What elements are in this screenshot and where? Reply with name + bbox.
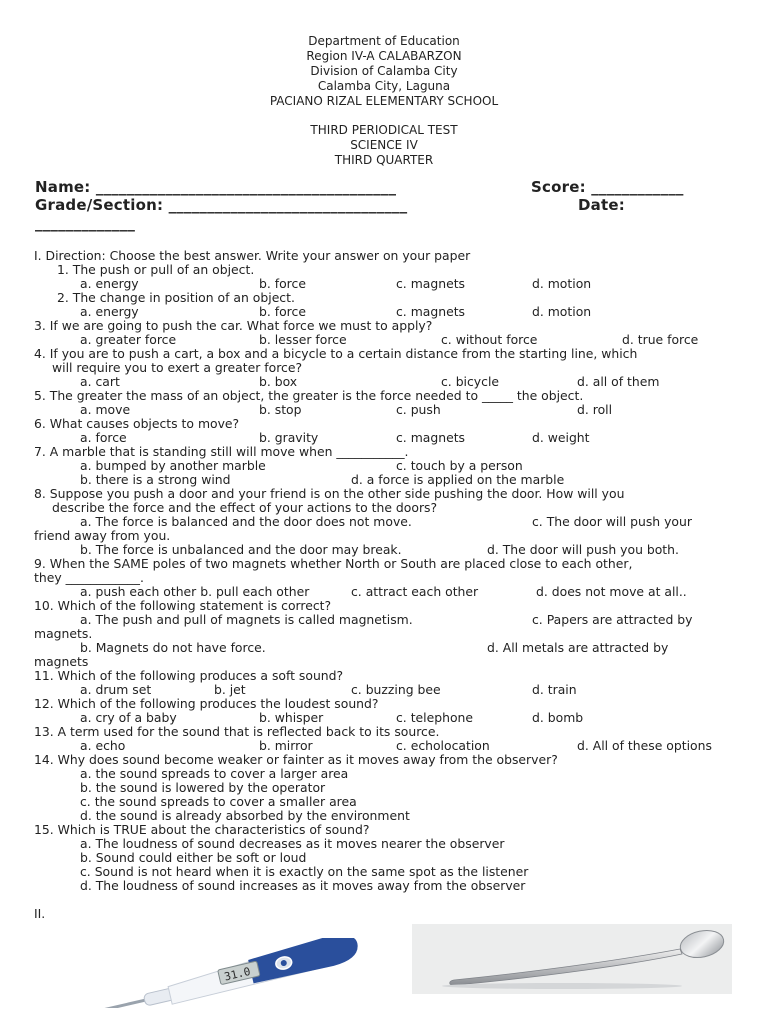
option: d. The loudness of sound increases as it moves away from the observer (80, 878, 526, 893)
option: b. there is a strong wind (80, 472, 231, 487)
option: b. whisper (259, 710, 324, 725)
spoon-image (412, 924, 732, 994)
option: c. without force (441, 332, 538, 347)
option: c. Sound is not heard when it is exactly on the same spot as the listener (80, 864, 529, 879)
header-line: Division of Calamba City (310, 64, 458, 78)
question-7: 7. A marble that is standing still will move when ___________. (34, 444, 409, 459)
option: a. The loudness of sound decreases as it moves nearer the observer (80, 836, 505, 851)
option: b. mirror (259, 738, 313, 753)
thermometer-display: 31.0 (222, 964, 252, 984)
question-9-continued: they ____________. (34, 570, 144, 585)
header-line: Calamba City, Laguna (317, 79, 451, 93)
option: b. force (259, 304, 306, 319)
question-6: 6. What causes objects to move? (34, 416, 240, 431)
option: c. magnets (396, 304, 466, 319)
option: d. weight (532, 430, 590, 445)
option: b. Sound could either be soft or loud (80, 850, 307, 865)
score-field: Score: ____________ (531, 178, 684, 196)
question-13: 13. A term used for the sound that is reflected back to its source. (34, 724, 440, 739)
option: a. drum set (80, 682, 152, 697)
option: b. gravity (259, 430, 319, 445)
option: c. echolocation (396, 738, 490, 753)
option: b. jet (214, 682, 246, 697)
option-continued: magnets (34, 654, 89, 669)
option: c. Papers are attracted by (532, 612, 693, 627)
option: b. force (259, 276, 306, 291)
grade-section-field: Grade/Section: _______________________________ (35, 196, 408, 214)
subject: SCIENCE IV (350, 138, 418, 152)
option: c. telephone (396, 710, 474, 725)
header-line: Department of Education (308, 34, 460, 48)
option: d. All metals are attracted by (487, 640, 669, 655)
question-5: 5. The greater the mass of an object, the greater is the force needed to _____ the object. (34, 388, 584, 403)
option: c. the sound spreads to cover a smaller area (80, 794, 357, 809)
question-8: 8. Suppose you push a door and your friend is on the other side pushing the door. How will you (34, 486, 625, 501)
option: a. energy (80, 276, 139, 291)
question-10: 10. Which of the following statement is correct? (34, 598, 332, 613)
option: a. bumped by another marble (80, 458, 266, 473)
question-15: 15. Which is TRUE about the characteristics of sound? (34, 822, 370, 837)
option: c. magnets (396, 276, 466, 291)
option: a. cart (80, 374, 120, 389)
option: d. roll (577, 402, 613, 417)
question-1: 1. The push or pull of an object. (57, 262, 255, 277)
option: c. attract each other (351, 584, 479, 599)
header-line: PACIANO RIZAL ELEMENTARY SCHOOL (269, 94, 499, 108)
option: a. energy (80, 304, 139, 319)
question-4: 4. If you are to push a cart, a box and a bicycle to a certain distance from the starting line, which (34, 346, 638, 361)
section-2-label: II. (34, 906, 46, 921)
header-line: Region IV-A CALABARZON (306, 49, 462, 63)
option: d. a force is applied on the marble (351, 472, 565, 487)
option: b. box (259, 374, 298, 389)
thermometer-image (40, 938, 370, 1008)
question-8-continued: describe the force and the effect of your actions to the doors? (52, 500, 438, 515)
option: d. does not move at all.. (536, 584, 687, 599)
question-12: 12. Which of the following produces the loudest sound? (34, 696, 379, 711)
option: a. greater force (80, 332, 177, 347)
direction: I. Direction: Choose the best answer. Write your answer on your paper (34, 248, 471, 263)
quarter: THIRD QUARTER (334, 153, 434, 167)
option: d. all of them (577, 374, 660, 389)
option: d. motion (532, 276, 592, 291)
option: c. The door will push your (532, 514, 692, 529)
option: b. stop (259, 402, 302, 417)
question-4-continued: will require you to exert a greater force? (52, 360, 303, 375)
option: c. magnets (396, 430, 466, 445)
option: a. force (80, 430, 127, 445)
option: d. motion (532, 304, 592, 319)
option: b. The force is unbalanced and the door may break. (80, 542, 402, 557)
option: a. the sound spreads to cover a larger area (80, 766, 349, 781)
school-header (0, 34, 768, 168)
option: b. lesser force (259, 332, 347, 347)
option: d. train (532, 682, 577, 697)
option: b. Magnets do not have force. (80, 640, 266, 655)
option: d. bomb (532, 710, 584, 725)
question-2: 2. The change in position of an object. (57, 290, 295, 305)
option: a. cry of a baby (80, 710, 177, 725)
option: d. All of these options (577, 738, 712, 753)
option: a. push each other b. pull each other (80, 584, 310, 599)
date-field: Date: (578, 196, 625, 214)
date-line: _____________ (35, 214, 136, 232)
test-title: THIRD PERIODICAL TEST (310, 123, 458, 137)
question-14: 14. Why does sound become weaker or fainter as it moves away from the observer? (34, 752, 558, 767)
option: c. push (396, 402, 441, 417)
question-11: 11. Which of the following produces a soft sound? (34, 668, 344, 683)
option: a. The force is balanced and the door does not move. (80, 514, 412, 529)
option: d. the sound is already absorbed by the environment (80, 808, 410, 823)
option-continued: magnets. (34, 626, 93, 641)
option-continued: friend away from you. (34, 528, 171, 543)
option: d. true force (622, 332, 699, 347)
option: a. The push and pull of magnets is called magnetism. (80, 612, 413, 627)
option: c. buzzing bee (351, 682, 441, 697)
question-3: 3. If we are going to push the car. What force we must to apply? (34, 318, 433, 333)
option: a. echo (80, 738, 126, 753)
option: d. The door will push you both. (487, 542, 679, 557)
option: a. move (80, 402, 131, 417)
question-9: 9. When the SAME poles of two magnets whether North or South are placed close to each other, (34, 556, 633, 571)
option: c. touch by a person (396, 458, 523, 473)
option: b. the sound is lowered by the operator (80, 780, 326, 795)
option: c. bicycle (441, 374, 500, 389)
name-field: Name: _______________________________________ (35, 178, 397, 196)
